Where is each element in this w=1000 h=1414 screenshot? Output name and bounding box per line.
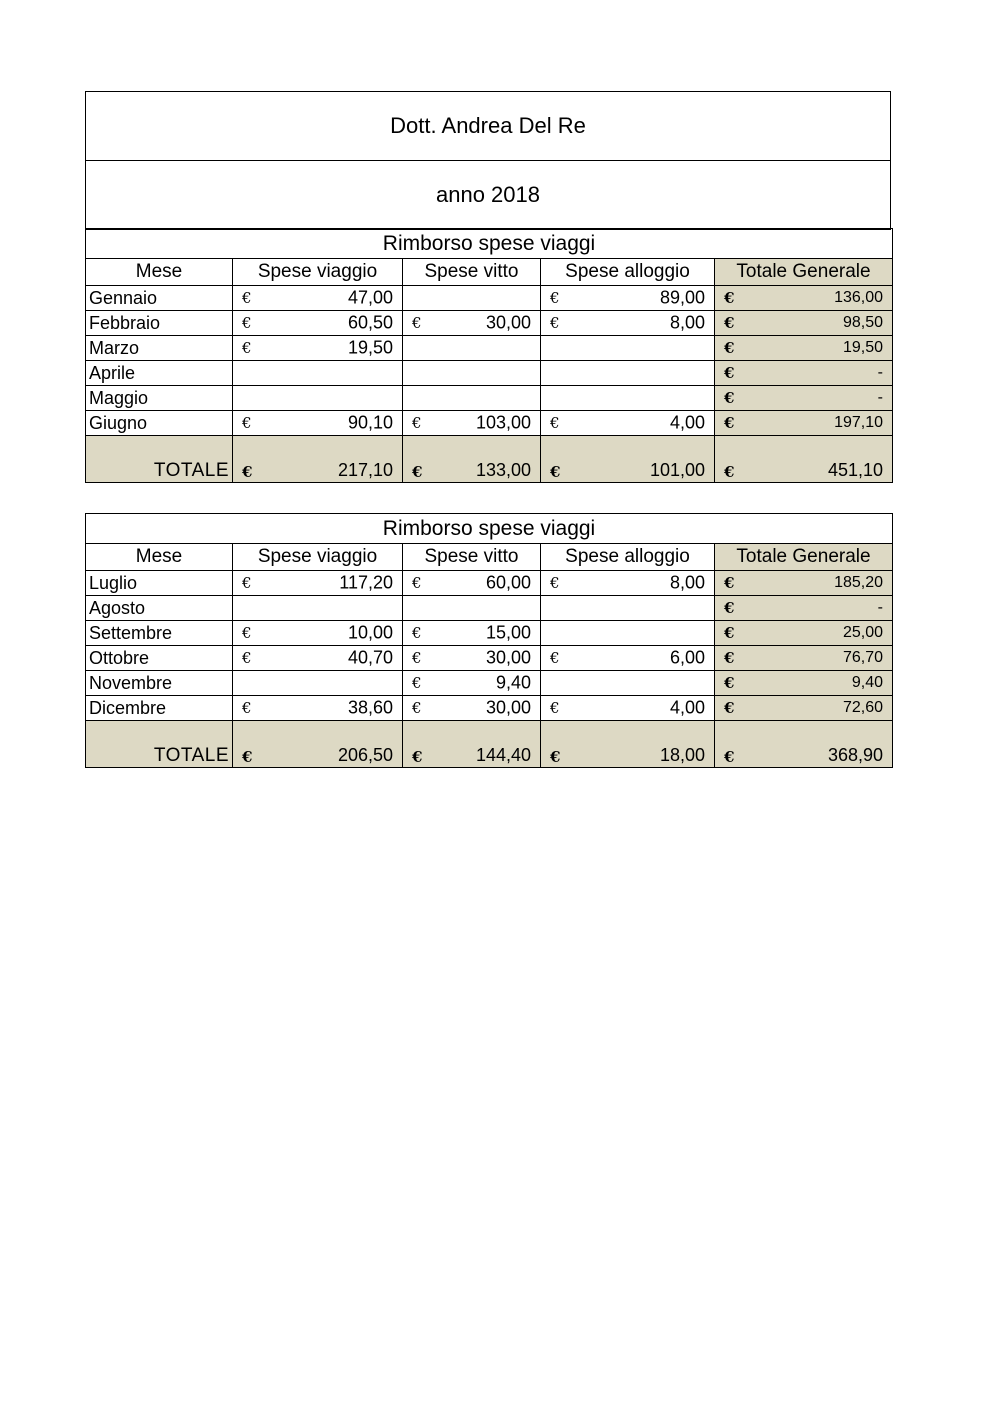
amount: 136,00 (834, 289, 883, 306)
amount: - (877, 389, 883, 406)
euro-sign: € (412, 674, 422, 692)
amount: 60,50 (347, 312, 393, 333)
euro-sign: € (242, 414, 252, 432)
travel-cell (233, 361, 403, 386)
amount: 103,00 (475, 412, 531, 433)
euro-sign: € (724, 364, 735, 382)
euro-sign: € (724, 314, 735, 332)
travel-cell (233, 596, 403, 621)
total-cell (715, 361, 893, 386)
total-lodging-cell (541, 721, 715, 768)
amount: 9,40 (851, 674, 883, 691)
amount: 90,10 (347, 412, 393, 433)
lodging-cell (541, 411, 715, 436)
euro-sign: € (412, 463, 423, 481)
meals-cell (403, 621, 541, 646)
amount: 197,10 (834, 414, 883, 431)
meals-cell (403, 596, 541, 621)
amount: 76,70 (842, 649, 883, 666)
euro-sign: € (550, 289, 560, 307)
expense-table-h1 (85, 228, 893, 483)
amount: 98,50 (842, 314, 883, 331)
total-amount: 368,90 (827, 745, 883, 765)
travel-cell (233, 386, 403, 411)
travel-cell (233, 621, 403, 646)
euro-sign: € (724, 624, 735, 642)
lodging-cell (541, 596, 715, 621)
col-header-meals: Spese vitto (403, 259, 541, 286)
total-travel-cell (233, 721, 403, 768)
table-row (86, 696, 893, 721)
total-amount: 133,00 (475, 460, 531, 480)
total-amount: 144,40 (475, 745, 531, 765)
total-row (86, 721, 893, 768)
total-amount: 217,10 (337, 460, 393, 480)
total-cell (715, 386, 893, 411)
total-cell (715, 286, 893, 311)
total-label: TOTALE (86, 721, 233, 768)
euro-sign: € (724, 414, 735, 432)
month-cell: Marzo (86, 336, 233, 361)
euro-sign: € (550, 463, 561, 481)
col-header-month: Mese (86, 259, 233, 286)
total-cell (715, 646, 893, 671)
month-cell: Maggio (86, 386, 233, 411)
column-header-row (86, 544, 893, 571)
expense-table-h2 (85, 513, 893, 768)
total-cell (715, 621, 893, 646)
euro-sign: € (412, 624, 422, 642)
meals-cell (403, 386, 541, 411)
amount: 117,20 (339, 572, 393, 593)
meals-cell (403, 571, 541, 596)
col-header-lodging: Spese alloggio (541, 259, 715, 286)
meals-cell (403, 696, 541, 721)
euro-sign: € (724, 389, 735, 407)
table-row (86, 621, 893, 646)
lodging-cell (541, 311, 715, 336)
euro-sign: € (242, 748, 253, 766)
total-total-cell (715, 721, 893, 768)
lodging-cell (541, 336, 715, 361)
lodging-cell (541, 361, 715, 386)
amount: 30,00 (485, 697, 531, 718)
total-cell (715, 411, 893, 436)
euro-sign: € (724, 674, 735, 692)
amount: 38,60 (347, 697, 393, 718)
month-cell: Giugno (86, 411, 233, 436)
meals-cell (403, 671, 541, 696)
col-header-lodging: Spese alloggio (541, 544, 715, 571)
travel-cell (233, 411, 403, 436)
euro-sign: € (242, 463, 253, 481)
total-lodging-cell (541, 436, 715, 483)
travel-cell (233, 571, 403, 596)
euro-sign: € (550, 699, 560, 717)
amount: 47,00 (347, 287, 393, 308)
total-row (86, 436, 893, 483)
euro-sign: € (550, 314, 560, 332)
lodging-cell (541, 646, 715, 671)
euro-sign: € (412, 574, 422, 592)
travel-cell (233, 311, 403, 336)
month-cell: Ottobre (86, 646, 233, 671)
total-meals-cell (403, 436, 541, 483)
euro-sign: € (550, 748, 561, 766)
amount: - (877, 599, 883, 616)
column-header-row (86, 259, 893, 286)
amount: 40,70 (347, 647, 393, 668)
month-cell: Gennaio (86, 286, 233, 311)
amount: 8,00 (669, 572, 705, 593)
col-header-total: Totale Generale (715, 259, 893, 286)
total-amount: 101,00 (649, 460, 705, 480)
amount: 60,00 (485, 572, 531, 593)
col-header-meals: Spese vitto (403, 544, 541, 571)
amount: 25,00 (842, 624, 883, 641)
lodging-cell (541, 671, 715, 696)
amount: 72,60 (842, 699, 883, 716)
lodging-cell (541, 571, 715, 596)
table-row (86, 286, 893, 311)
table-row (86, 646, 893, 671)
euro-sign: € (412, 699, 422, 717)
lodging-cell (541, 696, 715, 721)
table-row (86, 311, 893, 336)
total-amount: 18,00 (659, 745, 705, 765)
travel-cell (233, 646, 403, 671)
table-row (86, 571, 893, 596)
total-meals-cell (403, 721, 541, 768)
euro-sign: € (550, 414, 560, 432)
meals-cell (403, 311, 541, 336)
euro-sign: € (242, 289, 252, 307)
euro-sign: € (724, 574, 735, 592)
month-cell: Agosto (86, 596, 233, 621)
euro-sign: € (412, 414, 422, 432)
total-cell (715, 336, 893, 361)
amount: 4,00 (669, 412, 705, 433)
euro-sign: € (242, 574, 252, 592)
document-header (85, 91, 891, 230)
total-travel-cell (233, 436, 403, 483)
euro-sign: € (412, 748, 423, 766)
amount: 185,20 (834, 574, 883, 591)
amount: 30,00 (485, 312, 531, 333)
month-cell: Febbraio (86, 311, 233, 336)
col-header-travel: Spese viaggio (233, 544, 403, 571)
amount: 6,00 (669, 647, 705, 668)
euro-sign: € (724, 339, 735, 357)
year-label: anno 2018 (86, 160, 890, 229)
table-row (86, 361, 893, 386)
travel-cell (233, 286, 403, 311)
total-cell (715, 311, 893, 336)
total-cell (715, 696, 893, 721)
meals-cell (403, 286, 541, 311)
meals-cell (403, 646, 541, 671)
table-row (86, 336, 893, 361)
lodging-cell (541, 286, 715, 311)
lodging-cell (541, 621, 715, 646)
euro-sign: € (242, 314, 252, 332)
euro-sign: € (724, 463, 735, 481)
total-cell (715, 596, 893, 621)
amount: 10,00 (347, 622, 393, 643)
total-amount: 206,50 (337, 745, 393, 765)
meals-cell (403, 411, 541, 436)
amount: 19,50 (347, 337, 393, 358)
euro-sign: € (724, 289, 735, 307)
euro-sign: € (412, 649, 422, 667)
doctor-name: Dott. Andrea Del Re (390, 113, 586, 138)
col-header-travel: Spese viaggio (233, 259, 403, 286)
month-cell: Novembre (86, 671, 233, 696)
total-label: TOTALE (86, 436, 233, 483)
euro-sign: € (550, 649, 560, 667)
meals-cell (403, 361, 541, 386)
euro-sign: € (412, 314, 422, 332)
lodging-cell (541, 386, 715, 411)
month-cell: Dicembre (86, 696, 233, 721)
amount: - (877, 364, 883, 381)
total-amount: 451,10 (827, 460, 883, 480)
euro-sign: € (724, 649, 735, 667)
travel-cell (233, 671, 403, 696)
euro-sign: € (724, 748, 735, 766)
section-title: Rimborso spese viaggi (86, 514, 893, 544)
section-title: Rimborso spese viaggi (86, 229, 893, 259)
month-cell: Settembre (86, 621, 233, 646)
euro-sign: € (724, 699, 735, 717)
amount: 4,00 (669, 697, 705, 718)
euro-sign: € (242, 339, 252, 357)
travel-cell (233, 336, 403, 361)
total-total-cell (715, 436, 893, 483)
euro-sign: € (242, 649, 252, 667)
total-cell (715, 571, 893, 596)
col-header-month: Mese (86, 544, 233, 571)
euro-sign: € (550, 574, 560, 592)
euro-sign: € (242, 699, 252, 717)
amount: 9,40 (495, 672, 531, 693)
euro-sign: € (724, 599, 735, 617)
table-row (86, 671, 893, 696)
euro-sign: € (242, 624, 252, 642)
amount: 89,00 (659, 287, 705, 308)
table-row (86, 411, 893, 436)
col-header-total: Totale Generale (715, 544, 893, 571)
month-cell: Aprile (86, 361, 233, 386)
amount: 15,00 (485, 622, 531, 643)
travel-cell (233, 696, 403, 721)
table-row (86, 386, 893, 411)
meals-cell (403, 336, 541, 361)
month-cell: Luglio (86, 571, 233, 596)
amount: 8,00 (669, 312, 705, 333)
amount: 30,00 (485, 647, 531, 668)
amount: 19,50 (842, 339, 883, 356)
total-cell (715, 671, 893, 696)
table-row (86, 596, 893, 621)
